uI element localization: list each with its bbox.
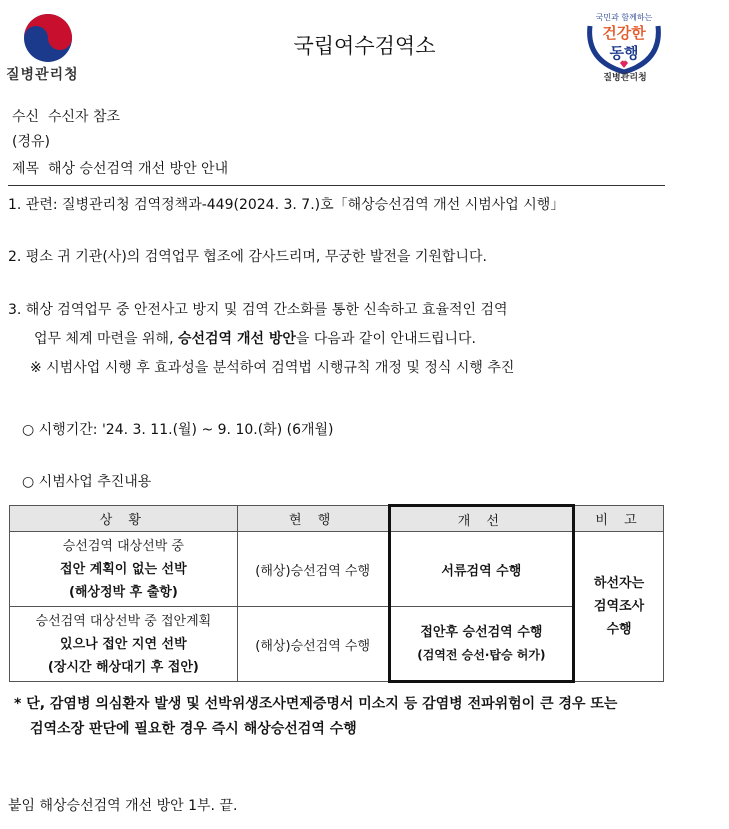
improvement-table	[9, 504, 664, 683]
slogan-small: 국민과 함께하는	[595, 13, 653, 22]
content-label: ○ 시범사업 추진내용	[22, 474, 152, 490]
note-cell	[574, 532, 664, 682]
p3-post: 을 다음과 같이 안내드립니다.	[295, 331, 477, 347]
table-row	[10, 607, 664, 682]
subject-label: 제목	[12, 161, 40, 177]
attachment-line: 붙임 해상승선검역 개선 방안 1부. 끝.	[8, 798, 238, 814]
row2-situation-line2: 있으나 접안 지연 선박	[60, 636, 187, 652]
subject-row	[12, 159, 228, 179]
header-divider	[8, 185, 665, 186]
row1-current: (해상)승선검역 수행	[237, 532, 389, 607]
period-row	[22, 419, 334, 439]
row2-current: (해상)승선검역 수행	[237, 607, 389, 682]
row2-improve-line1: 접안후 승선검역 수행	[420, 624, 543, 640]
paragraph-1: 1. 관련: 질병관리청 검역정책과-449(2024. 3. 7.)호「해상승선검역 개선 시범사업 시행」	[8, 197, 565, 213]
row2-situation-line3: (장시간 해상대기 후 접안)	[47, 659, 199, 675]
header-current: 현 행	[237, 506, 389, 532]
table-header-row	[10, 506, 664, 532]
slogan-line1: 건강한	[602, 24, 646, 42]
via-row: (경유)	[12, 134, 50, 150]
subject-value: 해상 승선검역 개선 방안 안내	[48, 161, 229, 177]
agency-name-left: 질병관리청	[6, 67, 79, 83]
header-situation: 상 황	[10, 506, 238, 532]
header-improve: 개 선	[389, 506, 573, 532]
row2-improve-line2: (검역전 승선·탑승 허가)	[417, 647, 546, 662]
slogan-line2: 동행	[609, 44, 639, 62]
row1-situation-line3: (해상정박 후 출항)	[68, 584, 178, 600]
recipient-value: 수신자 참조	[48, 109, 121, 125]
p3-bold: 승선검역 개선 방안	[177, 331, 296, 347]
paragraph-3-note: ※ 시범사업 시행 후 효과성을 분석하여 검역법 시행규칙 개정 및 정식 시행 추진	[30, 360, 515, 376]
note-line1: 하선자는	[593, 576, 645, 591]
paragraph-3-line1: 3. 해상 검역업무 중 안전사고 방지 및 검역 간소화를 통한 신속하고 효율적인 검역	[8, 302, 508, 318]
page-title: 국립여수검역소	[293, 34, 436, 58]
row1-improve: 서류검역 수행	[389, 532, 573, 607]
row1-situation-line2: 접안 계획이 없는 선박	[60, 561, 187, 577]
row1-situation	[10, 532, 238, 607]
period-value: '24. 3. 11.(월) ~ 9. 10.(화) (6개월)	[101, 422, 334, 438]
header-note: 비 고	[574, 506, 664, 532]
period-label: ○ 시행기간:	[22, 422, 102, 438]
recipient-row	[12, 107, 120, 127]
row1-situation-line1: 승선검역 대상선박 중	[62, 538, 184, 554]
recipient-label: 수신	[12, 109, 40, 125]
paragraph-2: 2. 평소 귀 기관(사)의 검역업무 협조에 감사드리며, 무궁한 발전을 기원합니다.	[8, 249, 487, 265]
row2-improve	[389, 607, 573, 682]
agency-name-right: 질병관리청	[603, 73, 647, 83]
note-line2: 검역조사	[593, 599, 645, 614]
row2-situation-line1: 승선검역 대상선박 중 접안계획	[35, 613, 212, 629]
footnote-line1: * 단, 감염병 의심환자 발생 및 선박위생조사면제증명서 미소지 등 감염병 전파위험이 큰 경우 또는	[14, 696, 618, 712]
note-line3: 수행	[606, 622, 632, 637]
row2-situation	[10, 607, 238, 682]
p3-pre: 업무 체계 마련을 위해,	[34, 331, 178, 347]
paragraph-3-line2	[34, 328, 476, 350]
footnote-line2: 검역소장 판단에 필요한 경우 즉시 해상승선검역 수행	[30, 721, 357, 737]
table-row	[10, 532, 664, 607]
